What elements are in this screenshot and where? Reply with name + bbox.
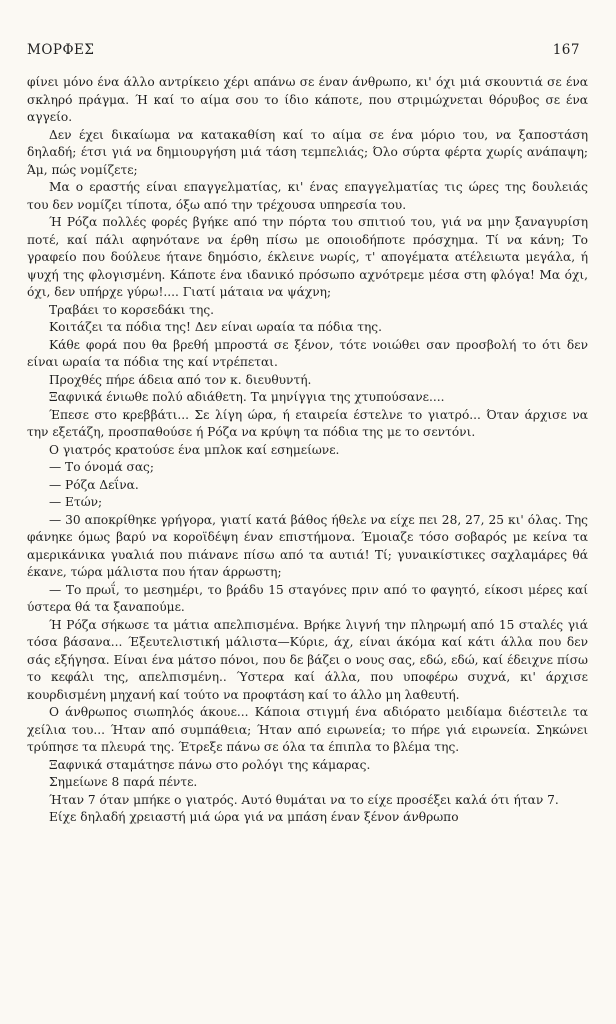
paragraph: Ή Ρόζα σήκωσε τα μάτια απελπισμένα. Βρήκε λιγνή την πληρωμή από 15 σταλές γιά τόσα βάσανα... Έξευτελιστική μάλιστα—Κύριε, άχ, είναι άκόμα καί κάτι άλλα που δεν σάς εξήγησα. Είναι ένα μάτσο πόνοι, που δε βάζει ο νους σας, εδώ, εδώ, καί έδειχνε πίσω το κεφάλι της, απελπισμένη.. Ύστερα καί άλλα, που υποφέρω συχνά, κι' άρχισε κουρδισμένη μηχανή καί τούτο να προφτάση καί το άλλο μη λαθευτή. <box>27 617 588 702</box>
paragraph: Έπεσε στο κρεββάτι... Σε λίγη ώρα, ή εταιρεία έστελνε το γιατρό... Όταν άρχισε να την εξετάζη, προσπαθούσε ή Ρόζα να κρύψη τα πόδια της με το σεντόνι. <box>27 407 588 439</box>
paragraph: Ήταν 7 όταν μπήκε ο γιατρός. Αυτό θυμάται να το είχε προσέξει καλά ότι ήταν 7. <box>49 792 559 807</box>
paragraph: φίνει μόνο ένα άλλο αντρίκειο χέρι απάνω σε έναν άνθρωπο, κι' όχι μιά σκουντιά σε ένα σκληρό πράγμα. Ή καί το αίμα σου το ίδιο κάποτε, που στριμώχνεται θόρυβος σε ένα αγγείο. <box>27 75 588 124</box>
paragraph: Ο άνθρωπος σιωπηλός άκουε... Κάποια στιγμή ένα αδιόρατο μειδίαμα διέστειλε τα χείλια του... Ήταν από συμπάθεια; Ήταν από ειρωνεία; το πήρε γιά ειρωνεία. Σηκώνει τρύπησε τα πλευρά της. Έτρεξε πάνω σε όλα τα έπιπλα το βλέμα της. <box>27 705 588 754</box>
page-number: 167 <box>552 42 580 58</box>
paragraph: Κοιτάζει τα πόδια της! Δεν είναι ωραία τα πόδια της. <box>49 320 382 334</box>
paragraph: — Το πρωΐ, το μεσημέρι, το βράδυ 15 σταγόνες πριν από το φαγητό, είκοσι μέρες καί ύστερα θά τα ξαναπούμε. <box>27 582 588 614</box>
paragraph: — Το όνομά σας; <box>49 460 154 474</box>
running-title: ΜΟΡΦΕΣ <box>27 42 95 58</box>
paragraph: Σημείωνε 8 παρά πέντε. <box>49 775 198 789</box>
paragraph: Ξαφνικά ένιωθε πολύ αδιάθετη. Τα μηνίγγια της χτυπούσανε.... <box>49 390 445 404</box>
paragraph: — 30 αποκρίθηκε γρήγορα, γιατί κατά βάθος ήθελε να είχε πει 28, 27, 25 κι' όλας. Της φάνηκε όμως βαρύ να κοροϊδέψη έναν επιστήμονα. Έμοιαζε τόσο σοβαρός με κείνα τα αμερικάνικα γυαλιά που πιάνανε πίσω από τα αυτιά! Τί; γυναικίστικες σαχλαμάρες θά έκανε, τώρα μάλιστα που ήταν άρρωστη; <box>27 512 588 579</box>
paragraph: Μα ο εραστής είναι επαγγελματίας, κι' ένας επαγγελματίας τις ώρες της δουλειάς του δεν νομίζει τίποτα, όξω από την τρέχουσα υπηρεσία του. <box>27 180 588 212</box>
paragraph: Προχθές πήρε άδεια από τον κ. διευθυντή. <box>49 372 312 387</box>
paragraph: Ή Ρόζα πολλές φορές βγήκε από την πόρτα του σπιτιού του, γιά να μην ξαναγυρίση ποτέ, καί πάλι αφηνότανε να έρθη πίσω με οποιοδήποτε πρόσχημα. Τί να κάνη; Το γραφείο που δούλευε ήτανε δημόσιο, έκλεινε νωρίς, τ' απογέματα ατέλειωτα μεγάλα, ή ψυχή της φλογισμένη. Κάποτε ένα ιδανικό πρόσωπο αχνότρεμε μέσα στη φλόγα! Μα όχι, όχι, δεν υπήρχε γύρω!.... Γιατί μάταια να ψάχνη; <box>27 215 588 299</box>
paragraph: Δεν έχει δικαίωμα να κατακαθίση καί το αίμα σε ένα μόριο του, να ξαποστάση δηλαδή; έτσι γιά να δημιουργήση μιά τάση τεμπελιάς; Όλο σύρτα φέρτα χωρίς ανάπαψη; Άμ, πώς νομίζετε; <box>27 127 588 177</box>
paragraph: Είχε δηλαδή χρειαστή μιά ώρα γιά να μπάση έναν ξένον άνθρωπο <box>49 810 459 824</box>
paragraph: Κάθε φορά που θα βρεθή μπροστά σε ξένον, τότε νοιώθει σαν προσβολή το ότι δεν είναι ωραία τα πόδια της καί ντρέπεται. <box>27 337 588 369</box>
body-text <box>27 74 588 827</box>
paragraph: — Ρόζα Δεΐνα. <box>49 477 139 492</box>
paragraph: Ξαφνικά σταμάτησε πάνω στο ρολόγι της κάμαρας. <box>49 757 371 772</box>
paragraph: Τραβάει το κορσεδάκι της. <box>49 302 215 317</box>
paragraph: Ο γιατρός κρατούσε ένα μπλοκ καί εσημείωνε. <box>49 442 340 457</box>
paragraph: — Ετών; <box>49 495 103 509</box>
page-header <box>27 42 588 58</box>
